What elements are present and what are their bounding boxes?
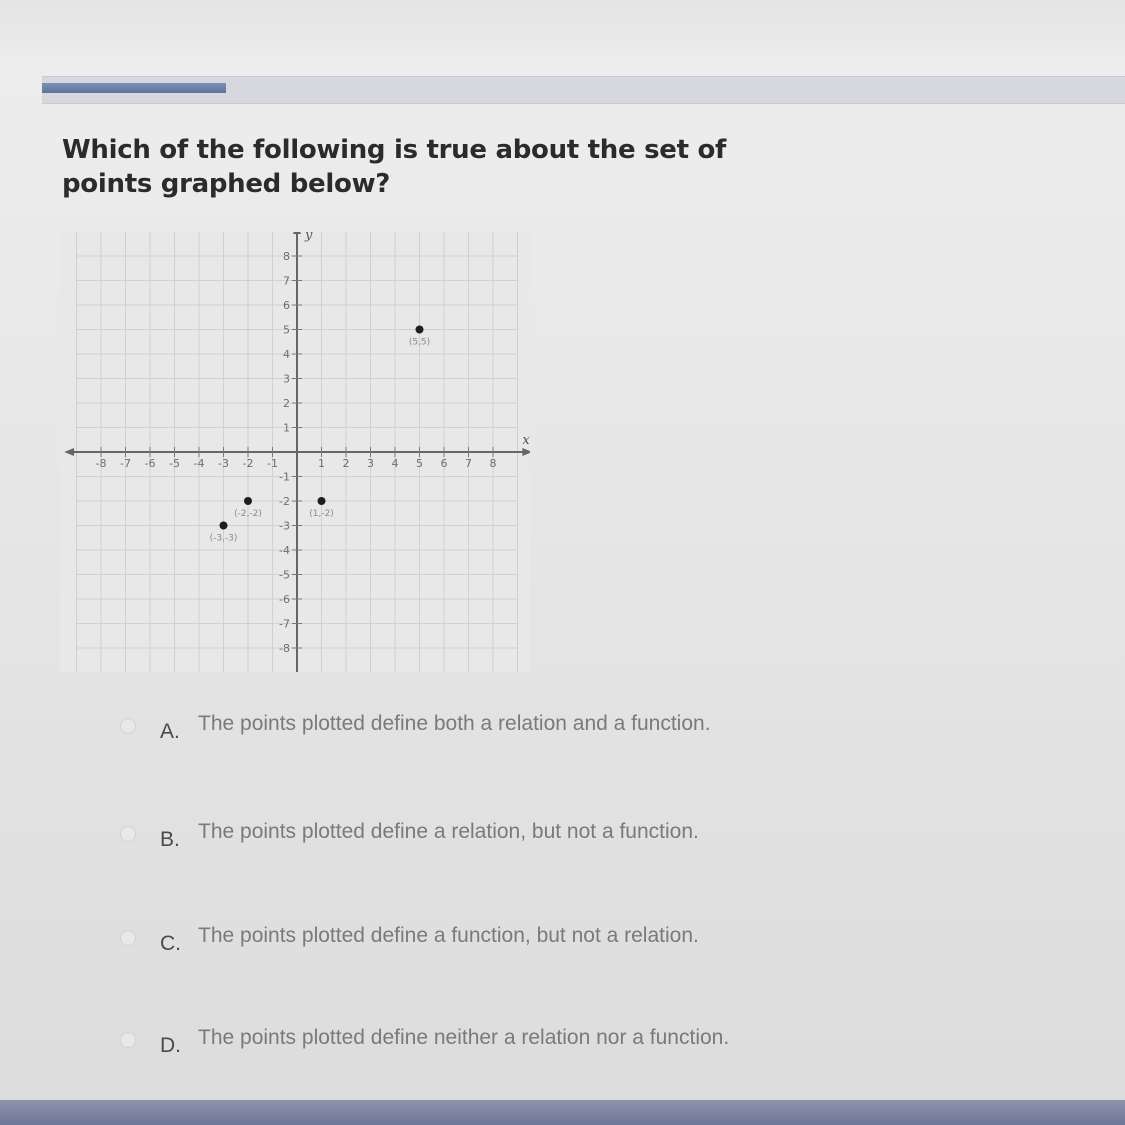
x-axis-arrow-left [64,448,74,456]
tick-labels [96,232,530,655]
data-point [244,497,252,505]
x-tick-label: -3 [218,457,229,470]
y-tick-label: -7 [279,617,290,631]
x-tick-label: 1 [318,457,325,470]
y-tick-label: -4 [279,544,290,557]
progress-bar [42,76,1125,104]
choice-a[interactable] [112,710,812,780]
question-text: Which of the following is true about the set of points graphed below? [62,135,727,199]
progress-fill [42,83,226,93]
axes [64,232,530,672]
y-tick-label: -5 [279,568,290,582]
point-label: (5,5) [408,337,431,348]
radio-a[interactable] [120,718,136,734]
choice-text-b: The points plotted define a relation, but not a function. [198,820,699,843]
choice-text-a: The points plotted define both a relation and a function. [198,712,711,735]
x-tick-label: -1 [267,457,278,470]
point-label: (-3,-3) [209,533,238,544]
y-tick-label: -8 [279,642,290,655]
plotted-points [209,323,431,544]
choice-letter-d: D. [160,1034,181,1057]
radio-b[interactable] [120,826,136,842]
radio-d[interactable] [120,1032,136,1048]
point-label: (1,-2) [309,509,334,519]
y-tick-label: 8 [283,250,290,263]
point-label: (-2,-2) [234,509,262,519]
x-axis-name: x [522,433,530,448]
x-tick-label: -2 [242,457,254,470]
choice-text-c: The points plotted define a function, but not a relation. [198,924,699,947]
y-axis-arrow-up [293,232,301,234]
x-tick-label: -4 [193,457,205,470]
y-tick-label: -1 [279,470,290,484]
choice-c[interactable] [112,922,812,992]
x-tick-label: 5 [416,457,423,470]
choice-letter-a: A. [160,720,180,743]
y-tick-label: -3 [279,519,290,533]
x-tick-label: 8 [489,457,497,470]
x-axis-arrow-right [522,448,530,456]
y-tick-label: 5 [283,323,290,337]
x-tick-label: -6 [144,457,156,470]
coordinate-graph [60,232,530,672]
y-tick-label: 1 [283,421,290,435]
x-tick-label: -8 [95,457,107,470]
y-tick-label: 2 [283,397,290,410]
y-axis-name: y [305,232,313,244]
data-point [220,522,228,530]
x-tick-label: 6 [440,457,448,470]
y-tick-label: -2 [279,495,290,508]
y-tick-label: 7 [283,274,290,288]
x-tick-label: -5 [169,457,180,470]
choice-letter-b: B. [160,828,180,851]
data-point [318,497,326,505]
choice-d[interactable] [112,1024,812,1094]
radio-c[interactable] [120,930,136,946]
x-tick-label: 4 [391,457,399,470]
y-tick-label: -6 [279,593,290,606]
data-point [416,326,424,334]
choice-text-d: The points plotted define neither a relation nor a function. [198,1026,730,1049]
x-tick-label: -7 [120,457,131,470]
x-tick-label: 7 [465,457,472,470]
bottom-bar [0,1100,1125,1125]
y-tick-label: 3 [283,372,290,386]
top-strip [0,0,1125,60]
choice-b[interactable] [112,818,812,888]
y-tick-label: 4 [283,348,290,361]
y-tick-label: 6 [283,299,290,312]
x-tick-label: 2 [342,457,350,470]
x-tick-label: 3 [367,457,374,470]
choice-letter-c: C. [160,932,181,955]
